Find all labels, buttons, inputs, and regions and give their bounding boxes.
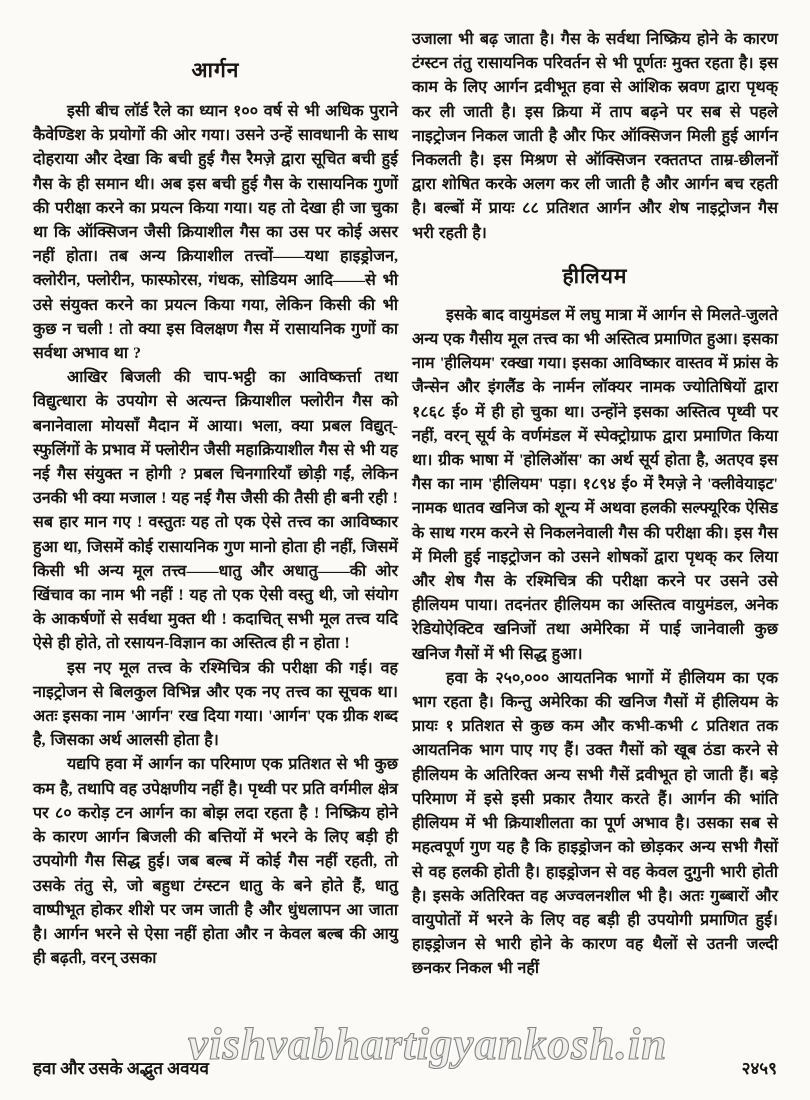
argon-continuation-paragraph: उजाला भी बढ़ जाता है। गैस के सर्वथा निष्क्रिय होने के कारण टंग्स्टन तंतु रासायनिक परिवर्तन से भी पूर्णतः मुक्त रहता है। इस काम के लिए आर्गन द्रवीभूत हवा से आंशिक स्रवण द्वारा पृथक् कर ली जाती है। इस क्रिया में ताप बढ़ने पर सब से पहले नाइट्रोजन निकल जाती है और फिर ऑक्सिजन मिली हुई आर्गन निकलती है। इस मिश्रण से ऑक्सिजन रक्ततप्त ताम्र-छीलनों द्वारा शोषित करके अलग कर ली जाती है और आर्गन बच रहती है। बल्बों में प्रायः ८८ प्रतिशत आर्गन और शेष नाइट्रोजन गैस भरी रहती है। xyxy=(412,31,778,242)
footer-page-number: २४५९ xyxy=(741,1059,777,1078)
helium-paragraph-1: इसके बाद वायुमंडल में लघु मात्रा में आर्गन से मिलते-जुलते अन्य एक गैसीय मूल तत्त्व का भी अस्तित्व प्रमाणित हुआ। इसका नाम 'हीलियम' रक्खा गया। इसका आविष्कार वास्तव में फ्रांस के जैन्सेन और इंगलैंड के नार्मन लॉक्यर नामक ज्योतिषियों द्वारा १८६८ ई० में ही हो चुका था। उन्होंने इसका अस्तित्व पृथ्वी पर नहीं, वरन् सूर्य के वर्णमंडल में स्पेक्ट्रोग्राफ द्वारा प्रमाणित किया था। ग्रीक भाषा में 'होलिऑस' का अर्थ सूर्य होता है, अतएव इस गैस का नाम 'हीलियम' पड़ा। १८९४ ई० में रैमज़े ने 'क्लीवेयाइट' नामक धातव खनिज को शून्य में अथवा हलकी सल्फ्यूरिक ऐसिड के साथ गरम करने से निकलनेवाली गैस की परीक्षा की। इस गैस में मिली हुई नाइट्रोजन को उसने शोषकों द्वारा पृथक् कर लिया और शेष गैस के रश्मिचित्र की परीक्षा करने पर उसने उसे हीलियम पाया। तदनंतर हीलियम का अस्तित्व वायुमंडल, अनेक रेडियोऐक्टिव खनिजों तथा अमेरिका में पाई जानेवाली कुछ खनिज गैसों में भी सिद्ध हुआ। xyxy=(412,306,778,663)
argon-paragraph-1: इसी बीच लॉर्ड रैले का ध्यान १०० वर्ष से भी अधिक पुराने कैवेण्डिश के प्रयोगों की ओर गया। उसने उन्हें सावधानी के साथ दोहराया और देखा कि बची हुई गैस रैमज़े द्वारा सूचित बची हुई गैस के ही समान थी। अब इस बची हुई गैस के रासायनिक गुणों की परीक्षा करने का प्रयत्न किया गया। यह तो देखा ही जा चुका था कि ऑक्सिजन जैसी क्रियाशील गैस का उस पर कोई असर नहीं होता। तब अन्य क्रियाशील तत्त्वों——यथा हाइड्रोजन, क्लोरीन, फ्लोरीन, फास्फोरस, गंधक, सोडियम आदि——से भी उसे संयुक्त करने का प्रयत्न किया गया, लेकिन किसी की भी कुछ न चली ! तो क्या इस विलक्षण गैस में रासायनिक गुणों का सर्वथा अभाव था ? xyxy=(33,103,398,363)
footer-book-title: हवा और उसके अद्भुत अवयव xyxy=(33,1059,209,1078)
site-watermark: vishvabhartigyankosh.in xyxy=(188,1019,668,1069)
helium-paragraph-2: हवा के २५०,००० आयतनिक भागों में हीलियम का एक भाग रहता है। किन्तु अमेरिका की खनिज गैसों में हीलियम के प्रायः १ प्रतिशत से कुछ कम और कभी-कभी ८ प्रतिशत तक आयतनिक भाग पाए गए हैं। उक्त गैसों को खूब ठंडा करने से हीलियम के अतिरिक्त अन्य सभी गैसें द्रवीभूत हो जाती हैं। बड़े परिमाण में इसे इसी प्रकार तैयार करते हैं। आर्गन की भांति हीलियम में भी क्रियाशीलता का पूर्ण अभाव है। उसका सब से महत्वपूर्ण गुण यह है कि हाइड्रोजन को छोड़कर अन्य सभी गैसों से वह हलकी होती है। हाइड्रोजन से वह केवल दुगुनी भारी होती है। इसके अतिरिक्त वह अज्वलनशील भी है। अतः गुब्बारों और वायुपोतों में भरने के लिए वह बड़ी ही उपयोगी प्रमाणित हुई। हाइड्रोजन से भारी होने के कारण वह थैलों से उतनी जल्दी छनकर निकल भी नहीं xyxy=(412,669,778,978)
section-heading-argon: आर्गन xyxy=(191,58,240,82)
argon-paragraph-2: आखिर बिजली की चाप-भट्ठी का आविष्कर्त्ता तथा विद्युत्धारा के उपयोग से अत्यन्त क्रियाशील फ्लोरीन गैस को बनानेवाला मोयसाँ मैदान में आया। भला, क्या प्रबल विद्युत्-स्फुलिंगों के प्रभाव में फ्लोरीन जैसी महाक्रियाशील गैस से भी यह नई गैस संयुक्त न होगी ? प्रबल चिनगारियाँ छोड़ी गईं, लेकिन उनकी भी क्या मजाल ! यह नई गैस जैसी की तैसी ही बनी रही ! सब हार मान गए ! वस्तुतः यह तो एक ऐसे तत्त्व का आविष्कार हुआ था, जिसमें कोई रासायनिक गुण मानो होता ही नहीं, जिसमें किसी भी अन्य मूल तत्त्व——धातु और अधातु——की ओर खिंचाव का नाम भी नहीं ! यह तो एक ऐसी वस्तु थी, जो संयोग के आकर्षणों से सर्वथा मुक्त थी ! कदाचित् सभी मूल तत्त्व यदि ऐसे ही होते, तो रसायन-विज्ञान का अस्तित्व ही न होता ! xyxy=(33,369,398,653)
right-column xyxy=(412,28,778,982)
page-footer xyxy=(33,1056,777,1079)
argon-paragraph-4: यद्यपि हवा में आर्गन का परिमाण एक प्रतिशत से भी कुछ कम है, तथापि वह उपेक्षणीय नहीं है। पृथ्वी पर प्रति वर्गमील क्षेत्र पर ८० करोड़ टन आर्गन का बोझ लदा रहता है ! निष्क्रिय होने के कारण आर्गन बिजली की बत्तियों में भरने के लिए बड़ी ही उपयोगी गैस सिद्ध हुई। जब बल्ब में कोई गैस नहीं रहती, तो उसके तंतु से, जो बहुधा टंग्स्टन धातु के बने होते हैं, धातु वाष्पीभूत होकर शीशे पर जम जाती है और धुंधलापन आ जाता है। आर्गन भरने से ऐसा नहीं होता और न केवल बल्ब की आयु ही बढ़ती, वरन् उसका xyxy=(33,756,398,968)
left-column xyxy=(33,56,398,971)
section-heading-helium: हीलियम xyxy=(562,263,628,288)
argon-paragraph-3: इस नए मूल तत्त्व के रश्मिचित्र की परीक्षा की गई। वह नाइट्रोजन से बिलकुल विभिन्न और एक नए तत्त्व का सूचक था। अतः इसका नाम 'आर्गन' रख दिया गया। 'आर्गन' एक ग्रीक शब्द है, जिसका अर्थ आलसी होता है। xyxy=(33,659,398,750)
